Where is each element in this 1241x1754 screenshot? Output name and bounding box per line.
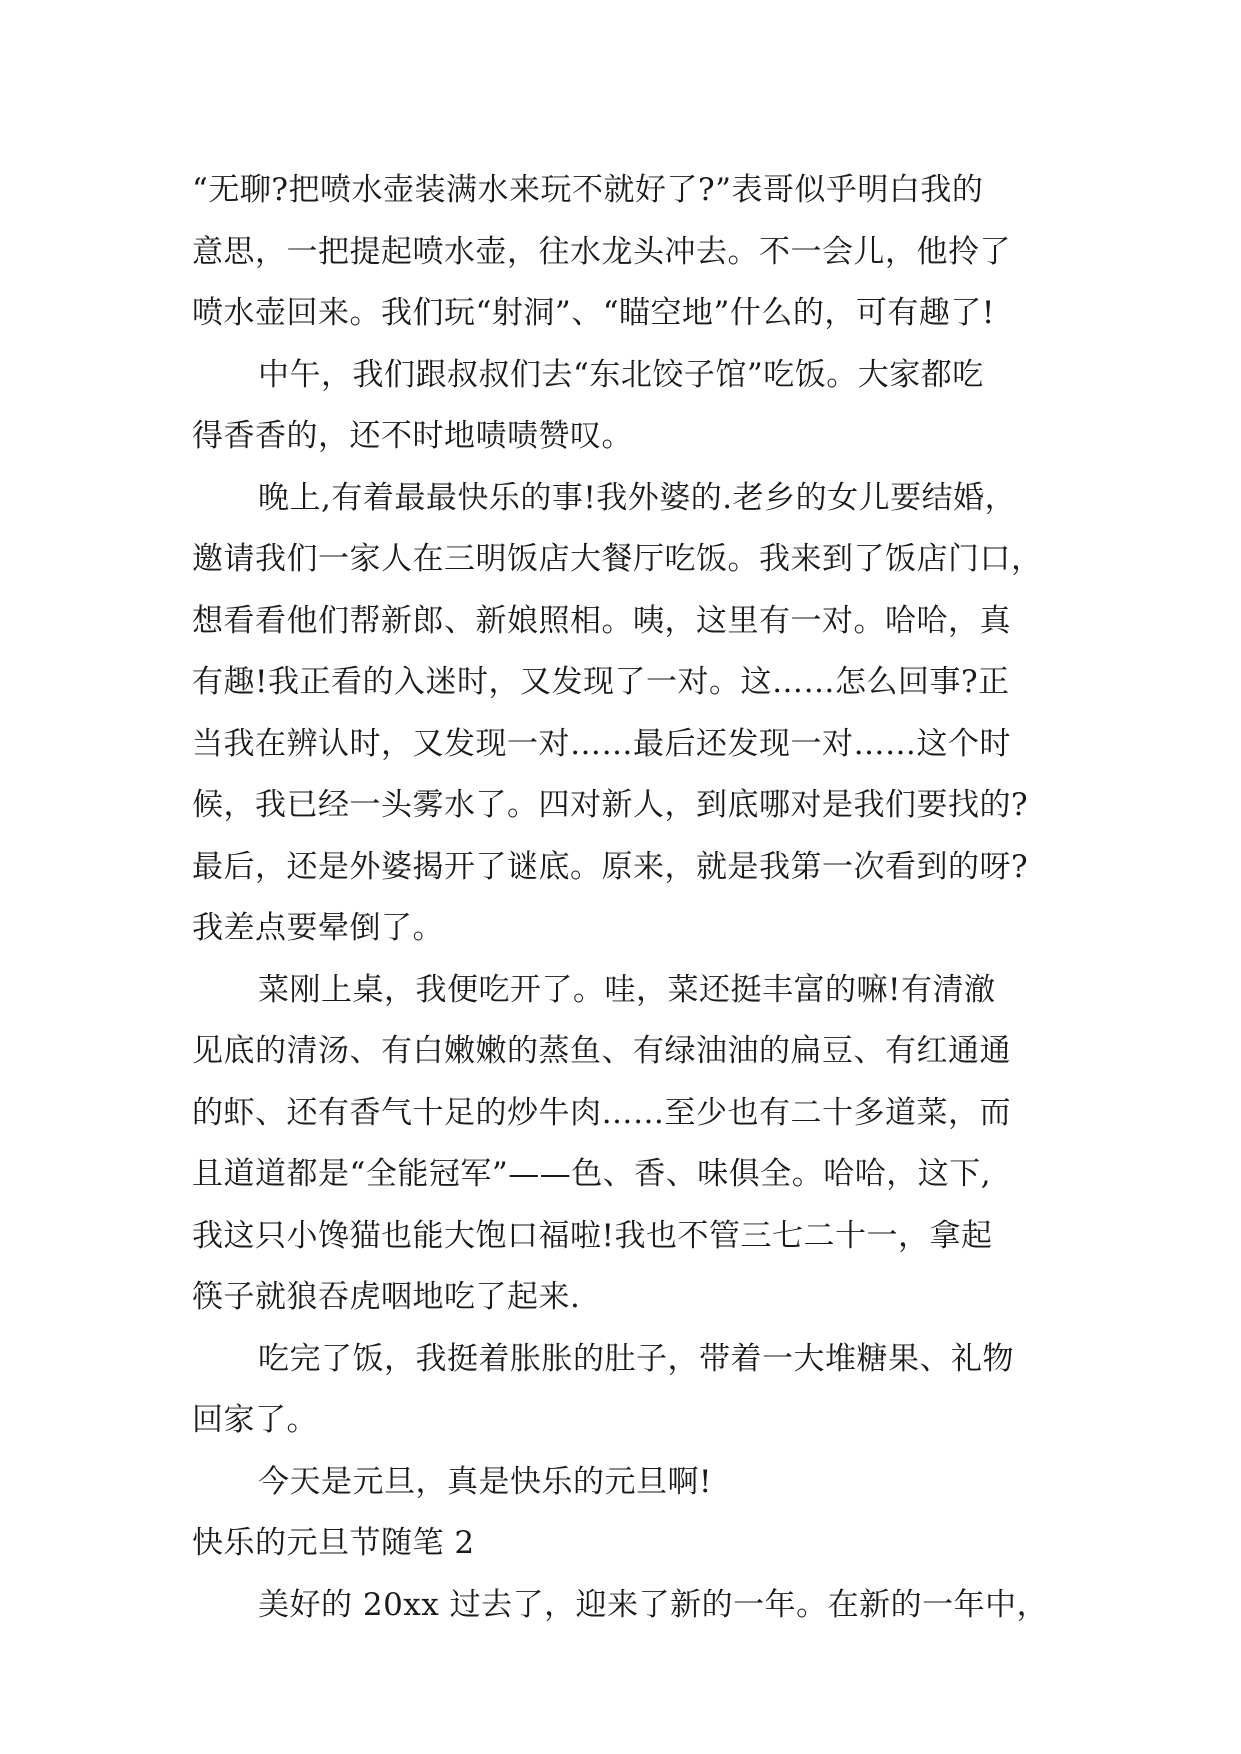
paragraph-start-line: 中午，我们跟叔叔们去“东北饺子馆”吃饭。大家都吃 xyxy=(258,356,984,393)
text-line: 且道道都是“全能冠军”——色、香、味俱全。哈哈，这下, xyxy=(192,1156,992,1192)
text-line: 筷子就狼吞虎咽地吃了起来. xyxy=(192,1279,581,1315)
paragraph-start-line: 美好的 20xx 过去了，迎来了新的一年。在新的一年中， xyxy=(258,1586,1049,1623)
text-line: 有趣!我正看的入迷时，又发现了一对。这……怎么回事?正 xyxy=(192,664,1010,700)
paragraph-start-line: 今天是元旦，真是快乐的元旦啊! xyxy=(258,1463,712,1500)
text-line: 我差点要晕倒了。 xyxy=(192,910,444,946)
text-line: 的虾、还有香气十足的炒牛肉……至少也有二十多道菜，而 xyxy=(192,1094,1011,1131)
text-line: 回家了。 xyxy=(192,1402,318,1438)
text-line: “无聊?把喷水壶装满水来玩不就好了?”表哥似乎明白我的 xyxy=(192,172,984,208)
text-line: 候，我已经一头雾水了。四对新人，到底哪对是我们要找的? xyxy=(192,787,1029,823)
text-line: 喷水壶回来。我们玩“射洞”、“瞄空地”什么的，可有趣了! xyxy=(192,295,995,331)
text-line: 最后，还是外婆揭开了谜底。原来，就是我第一次看到的呀? xyxy=(192,848,1029,885)
text-line: 我这只小馋猫也能大饱口福啦!我也不管三七二十一，拿起 xyxy=(192,1217,993,1254)
text-line: 邀请我们一家人在三明饭店大餐厅吃饭。我来到了饭店门口， xyxy=(192,541,1043,577)
text-line: 想看看他们帮新郎、新娘照相。咦，这里有一对。哈哈，真 xyxy=(192,602,1011,639)
text-line: 得香香的，还不时地啧啧赞叹。 xyxy=(192,418,633,454)
paragraph-start-line: 晚上,有着最最快乐的事!我外婆的.老乡的女儿要结婚， xyxy=(258,479,1017,516)
paragraph-start-line: 菜刚上桌，我便吃开了。哇，菜还挺丰富的嘛!有清澈 xyxy=(258,971,996,1008)
paragraph-start-line: 吃完了饭，我挺着胀胀的肚子，带着一大堆糖果、礼物 xyxy=(258,1340,1014,1377)
text-line: 当我在辨认时，又发现一对……最后还发现一对……这个时 xyxy=(192,725,1011,762)
article-body xyxy=(192,160,1054,1636)
text-line: 意思，一把提起喷水壶，往水龙头冲去。不一会儿，他拎了 xyxy=(192,233,1011,270)
section-heading: 快乐的元旦节随笔 2 xyxy=(192,1525,475,1561)
text-line: 见底的清汤、有白嫩嫩的蒸鱼、有绿油油的扁豆、有红通通 xyxy=(192,1033,1011,1069)
